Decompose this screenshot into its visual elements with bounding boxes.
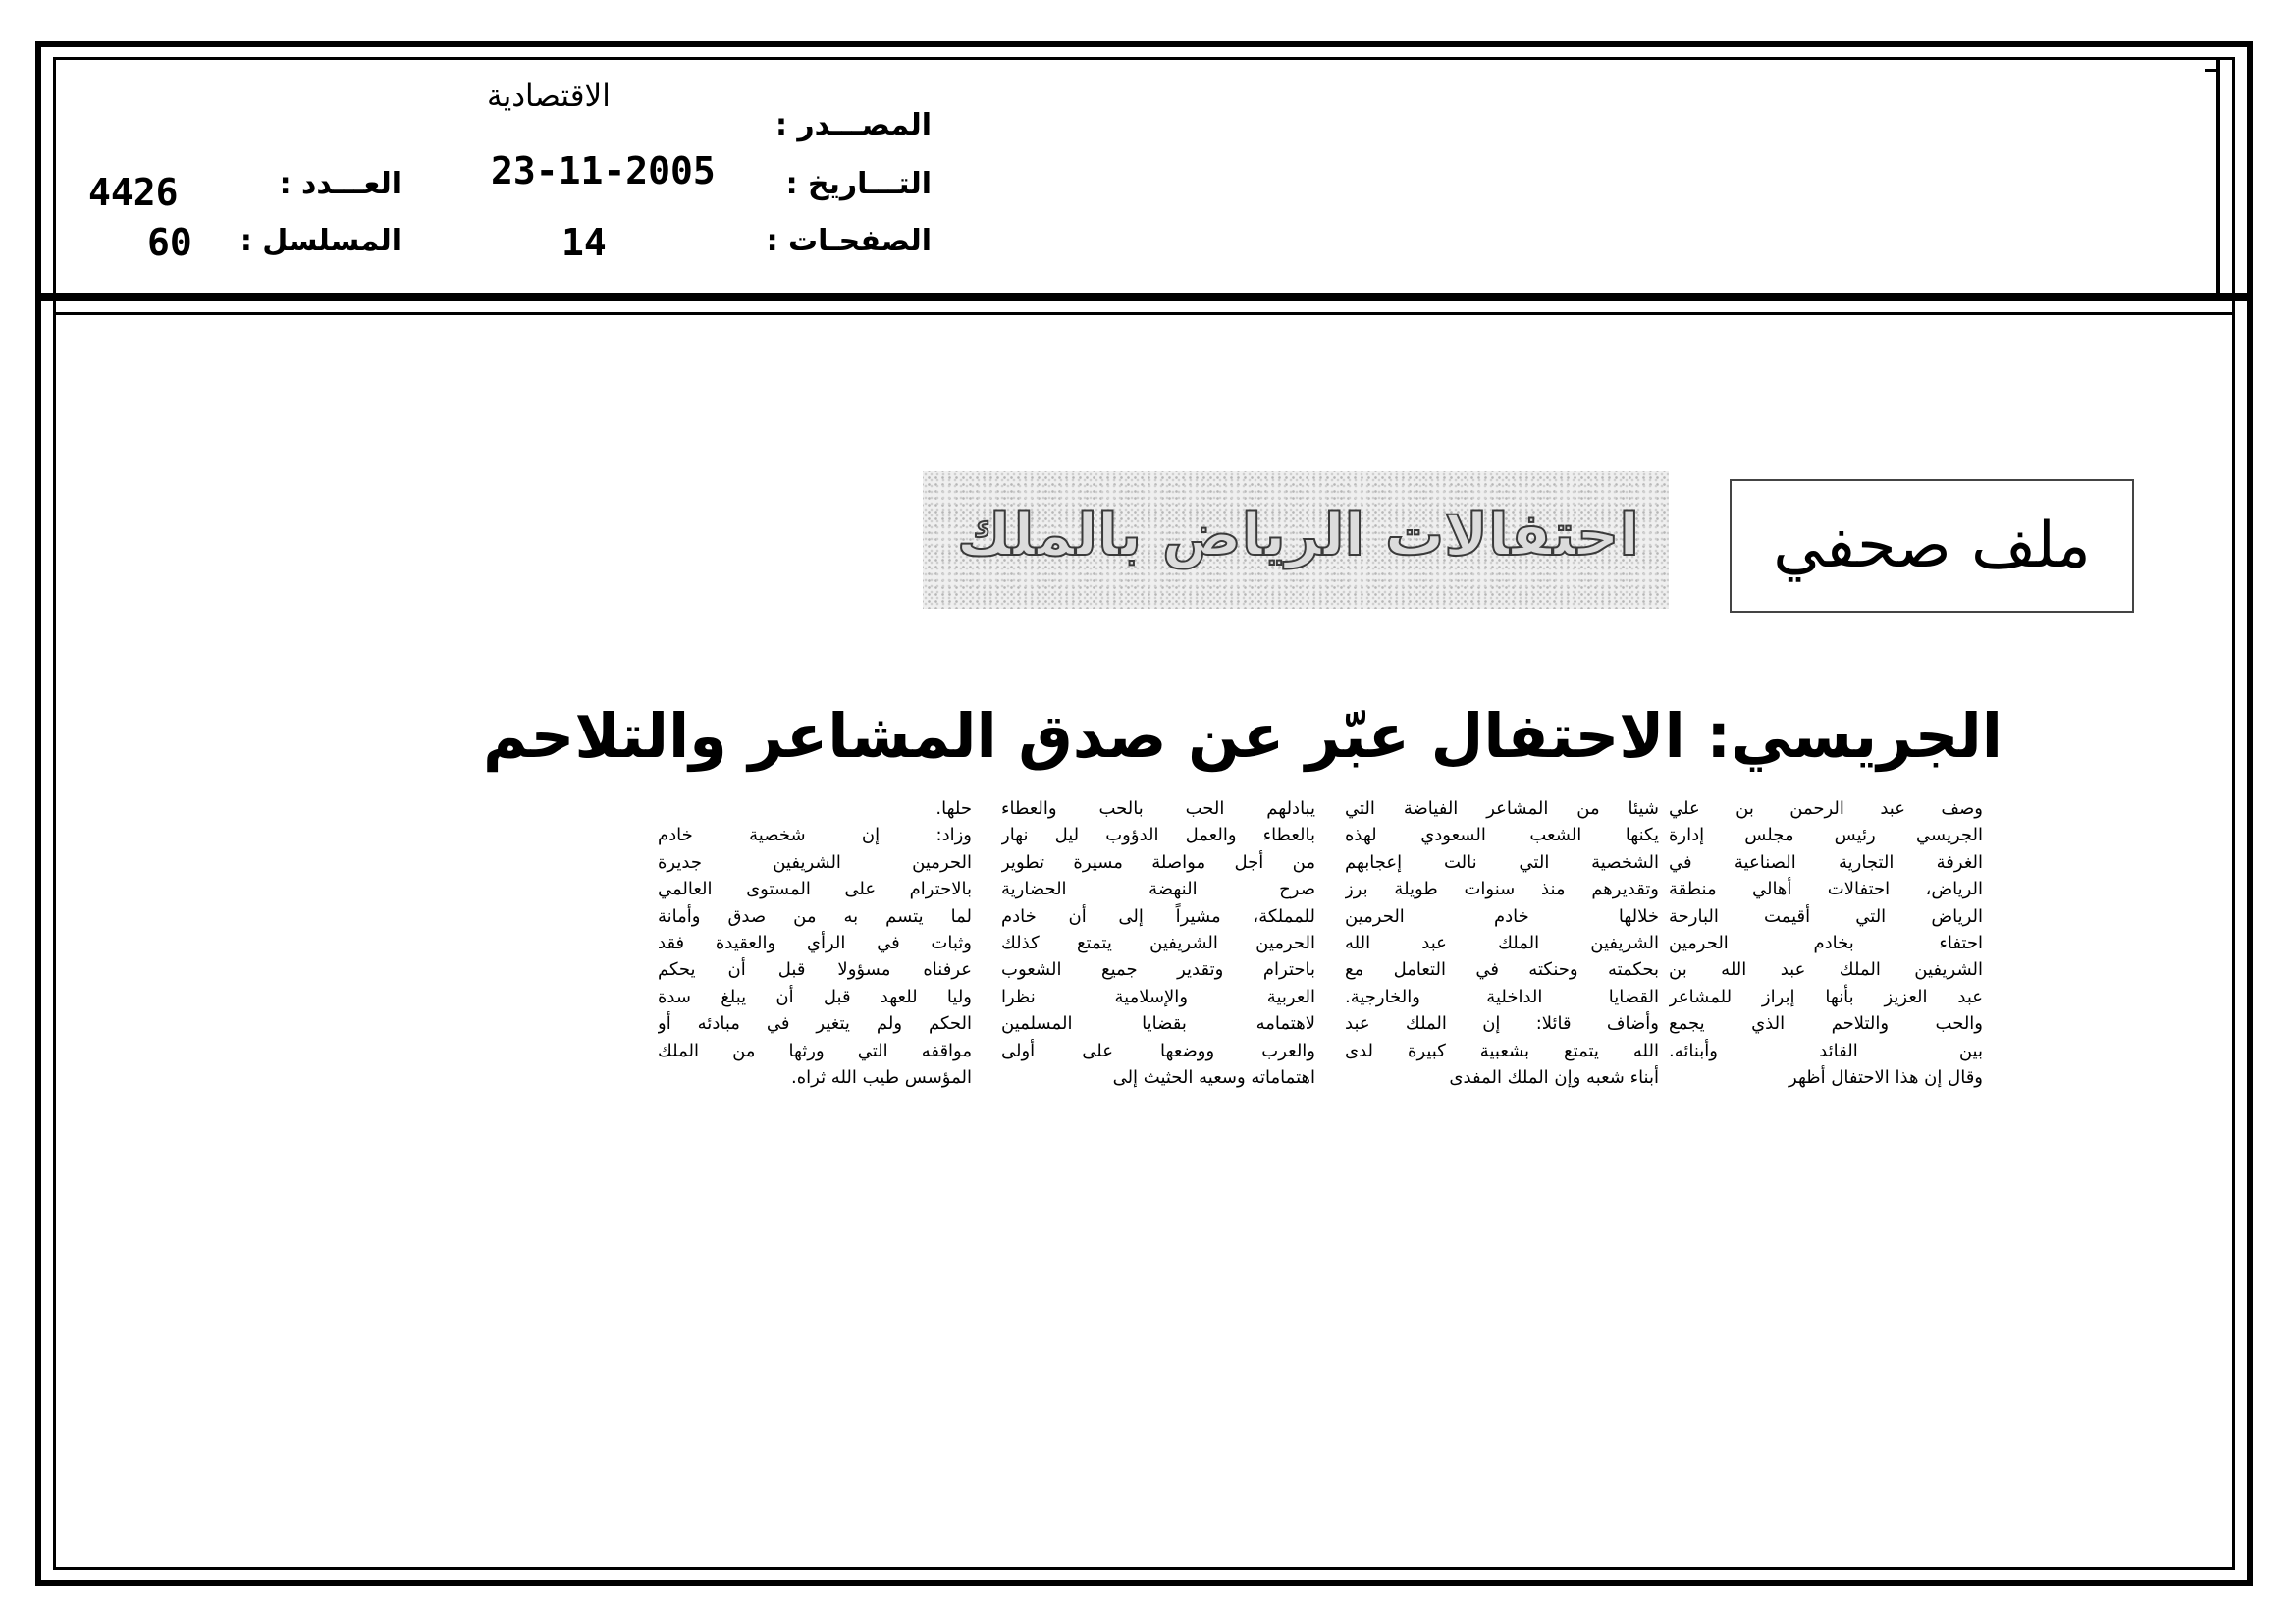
article-line: المؤسس طيب الله ثراه. [790, 1066, 972, 1088]
source-label: المصـــدر : [774, 108, 932, 142]
article-line: للمملكة، مشيراً إلى أن خادم [1001, 905, 1315, 927]
source-value: الاقتصادية [487, 79, 611, 114]
press-file-label: ملف صحفي [1773, 510, 2091, 582]
article-line: اهتماماته وسعيه الحثيث إلى [1112, 1066, 1315, 1088]
article-line: بحكمته وحنكته في التعامل مع [1345, 959, 1659, 981]
article-line: الشريفين الملك عبد الله [1345, 932, 1659, 953]
article-line: الجريسي رئيس مجلس إدارة [1669, 825, 1983, 846]
article-line: الله يتمتع بشعبية كبيرة لدى [1345, 1040, 1659, 1061]
article-line: يبادلهم الحب بالحب والعطاء [1001, 798, 1315, 819]
serial-label: المسلسل : [240, 224, 401, 258]
article-line: بالاحترام على المستوى العالمي [658, 879, 972, 900]
article-column-3 [1001, 795, 1315, 1091]
header-right-rule [2216, 57, 2220, 300]
issue-value: 4426 [88, 171, 179, 214]
section-banner-title: احتفالات الرياض بالملك [956, 501, 1639, 569]
article-line: مواقفه التي ورثها من الملك [658, 1040, 972, 1061]
article-line: لاهتمامه بقضايا المسلمين [1001, 1013, 1315, 1035]
article-line: يكنها الشعب السعودي لهذه [1345, 825, 1659, 846]
header-divider [39, 293, 2249, 301]
article-line: احتفاء بخادم الحرمين [1669, 932, 1983, 953]
article-headline: الجريسي: الاحتفال عبّر عن صدق المشاعر والتلاحم [483, 700, 2002, 772]
article-line: وليا للعهد قبل أن يبلغ سدة [658, 986, 972, 1007]
corner-mark [2205, 69, 2218, 72]
article-column-2 [1345, 795, 1659, 1091]
header-divider-thin [53, 312, 2235, 315]
article-line: القضايا الداخلية والخارجية. [1345, 986, 1659, 1007]
issue-label: العـــدد : [279, 167, 401, 201]
article-line: بالعطاء والعمل الدؤوب ليل نهار [1001, 825, 1315, 846]
article-line: بين القائد وأبنائه. [1669, 1040, 1983, 1061]
date-label: التـــاريخ : [785, 167, 932, 201]
article-line: وتقديرهم منذ سنوات طويلة برز [1345, 879, 1659, 900]
article-line: خلالها خادم الحرمين [1345, 905, 1659, 927]
article-line: الرياض التي أقيمت البارحة [1669, 905, 1983, 927]
article-line: الشريفين الملك عبد الله بن [1669, 959, 1983, 981]
article-line: صرح النهضة الحضارية [1001, 879, 1315, 900]
article-line: الغرفة التجارية الصناعية في [1669, 851, 1983, 873]
article-line: العربية والإسلامية نظرا [1001, 986, 1315, 1007]
article-line: الحكم ولم يتغير في مبادئه أو [658, 1013, 972, 1035]
pages-value: 14 [561, 221, 607, 264]
article-line: وزاد: إن شخصية خادم [658, 825, 972, 846]
article-line: وأضاف قائلا: إن الملك عبد [1345, 1013, 1659, 1035]
article-column-1 [1669, 795, 1983, 1091]
serial-value: 60 [147, 221, 192, 264]
article-line: شيئا من المشاعر الفياضة التي [1345, 798, 1659, 819]
article-line: والحب والتلاحم الذي يجمع [1669, 1013, 1983, 1035]
article-line: من أجل مواصلة مسيرة تطوير [1001, 851, 1315, 873]
article-line: الحرمين الشريفين يتمتع كذلك [1001, 932, 1315, 953]
article-line: الحرمين الشريفين جديرة [658, 851, 972, 873]
article-line: حلها. [935, 798, 972, 819]
article-line: وقال إن هذا الاحتفال أظهر [1789, 1066, 1983, 1088]
article-line: وصف عبد الرحمن بن علي [1669, 798, 1983, 819]
article-line: عرفناه مسؤولا قبل أن يحكم [658, 959, 972, 981]
article-line: الرياض، احتفالات أهالي منطقة [1669, 879, 1983, 900]
article-line: عبد العزيز بأنها إبراز للمشاعر [1669, 986, 1983, 1007]
article-line: والعرب ووضعها على أولى [1001, 1040, 1315, 1061]
article-column-4 [658, 795, 972, 1091]
article-line: أبناء شعبه وإن الملك المفدى [1449, 1066, 1659, 1088]
article-line: لما يتسم به من صدق وأمانة [658, 905, 972, 927]
article-line: وثبات في الرأي والعقيدة فقد [658, 932, 972, 953]
article-line: الشخصية التي نالت إعجابهم [1345, 851, 1659, 873]
date-value: 23-11-2005 [491, 149, 716, 192]
article-line: باحترام وتقدير جميع الشعوب [1001, 959, 1315, 981]
press-file-box [1730, 479, 2134, 613]
pages-label: الصفحـات : [766, 224, 932, 258]
